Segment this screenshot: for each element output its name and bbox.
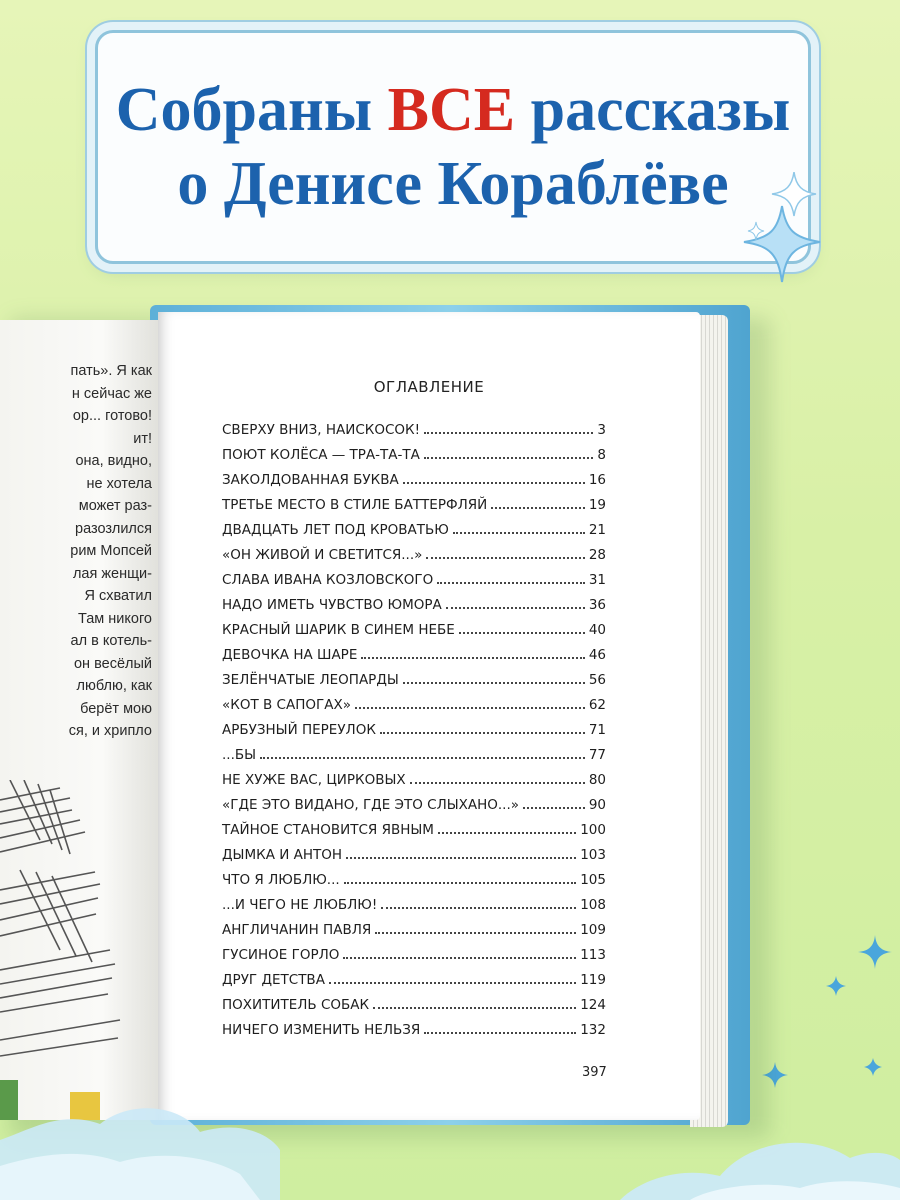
text-line: ал в котель- xyxy=(70,633,152,649)
toc-entry-title: ...И ЧЕГО НЕ ЛЮБЛЮ! xyxy=(222,897,378,913)
toc-entry-title: ДРУГ ДЕТСТВА xyxy=(222,972,325,988)
page-number: 397 xyxy=(582,1065,607,1080)
toc-leader-dots xyxy=(424,457,594,459)
toc-entry-title: СЛАВА ИВАНА КОЗЛОВСКОГО xyxy=(222,572,434,588)
toc-entry-page: 46 xyxy=(588,647,606,663)
toc-entry xyxy=(222,697,606,722)
text-line: не хотела xyxy=(86,475,152,492)
right-page xyxy=(158,312,700,1120)
toc-entry-page: 16 xyxy=(588,472,606,488)
toc-entry-title: «ОН ЖИВОЙ И СВЕТИТСЯ...» xyxy=(222,547,423,563)
toc-entry xyxy=(222,922,606,947)
sparkle-icon xyxy=(742,172,822,284)
text-line: н сейчас же xyxy=(71,385,152,402)
toc-leader-dots xyxy=(260,757,585,759)
toc-entry xyxy=(222,747,606,772)
toc-entry-page: 132 xyxy=(580,1022,606,1038)
toc-entry-title: АРБУЗНЫЙ ПЕРЕУЛОК xyxy=(222,722,376,738)
toc-entry xyxy=(222,1022,606,1047)
toc-entry xyxy=(222,972,606,997)
text-line: берёт мою xyxy=(80,700,152,717)
toc-entry-page: 119 xyxy=(580,972,606,988)
toc-entry xyxy=(222,672,606,697)
toc-leader-dots xyxy=(380,732,585,734)
toc-entry-page: 124 xyxy=(580,997,606,1013)
toc-entry-page: 105 xyxy=(580,872,606,888)
toc-entry-title: ЗЕЛЁНЧАТЫЕ ЛЕОПАРДЫ xyxy=(222,672,399,688)
toc-leader-dots xyxy=(424,1032,576,1034)
toc-leader-dots xyxy=(403,682,585,684)
toc-entry-title: НЕ ХУЖЕ ВАС, ЦИРКОВЫХ xyxy=(222,772,406,788)
toc-entry-page: 108 xyxy=(580,897,606,913)
title-banner xyxy=(95,30,811,264)
toc-leader-dots xyxy=(410,782,585,784)
toc-entry-page: 77 xyxy=(588,747,606,763)
table-of-contents xyxy=(222,422,606,1047)
toc-leader-dots xyxy=(373,1007,576,1009)
toc-entry xyxy=(222,597,606,622)
toc-entry-page: 31 xyxy=(588,572,606,588)
toc-leader-dots xyxy=(426,557,584,559)
banner-line-1 xyxy=(116,73,791,147)
toc-entry xyxy=(222,722,606,747)
toc-entry xyxy=(222,647,606,672)
toc-leader-dots xyxy=(438,832,576,834)
left-page xyxy=(0,320,170,1120)
toc-entry-page: 36 xyxy=(588,597,606,613)
toc-leader-dots xyxy=(523,807,585,809)
toc-entry-title: ...БЫ xyxy=(222,747,257,763)
text-line: может раз- xyxy=(78,498,152,514)
toc-entry xyxy=(222,447,606,472)
toc-entry xyxy=(222,422,606,447)
toc-leader-dots xyxy=(344,882,577,884)
text-line: ор... готово! xyxy=(72,408,152,424)
toc-entry xyxy=(222,997,606,1022)
text-line: пать». Я как xyxy=(70,363,152,379)
toc-entry xyxy=(222,472,606,497)
toc-leader-dots xyxy=(459,632,585,634)
sparkle-icon xyxy=(826,976,846,996)
toc-leader-dots xyxy=(453,532,585,534)
toc-entry-title: ТРЕТЬЕ МЕСТО В СТИЛЕ БАТТЕРФЛЯЙ xyxy=(222,497,488,513)
toc-leader-dots xyxy=(403,482,585,484)
banner-line-2: о Денисе Кораблёве xyxy=(177,150,729,218)
toc-entry-title: ТАЙНОЕ СТАНОВИТСЯ ЯВНЫМ xyxy=(222,822,434,838)
text-line: Там никого xyxy=(78,610,152,627)
toc-entry-page: 71 xyxy=(588,722,606,738)
sparkle-icon xyxy=(858,935,892,969)
toc-entry-page: 100 xyxy=(580,822,606,838)
text-line: разозлился xyxy=(75,520,152,537)
toc-title: ОГЛАВЛЕНИЕ xyxy=(373,378,485,396)
toc-entry-title: ПОЮТ КОЛЁСА — ТРА-ТА-ТА xyxy=(222,447,420,463)
toc-entry-title: СВЕРХУ ВНИЗ, НАИСКОСОК! xyxy=(222,422,421,438)
toc-entry-title: ДВАДЦАТЬ ЛЕТ ПОД КРОВАТЬЮ xyxy=(222,522,449,538)
toc-leader-dots xyxy=(491,507,585,509)
toc-entry-title: ДЕВОЧКА НА ШАРЕ xyxy=(222,647,358,663)
text-line: рим Мопсей xyxy=(70,543,152,559)
toc-entry xyxy=(222,522,606,547)
banner-accent-word: ВСЕ xyxy=(387,75,516,144)
text-line: ит! xyxy=(133,430,152,447)
toc-leader-dots xyxy=(346,857,576,859)
toc-leader-dots xyxy=(446,607,585,609)
toc-entry-title: ГУСИНОЕ ГОРЛО xyxy=(222,947,340,963)
toc-entry xyxy=(222,547,606,572)
sketch-illustration xyxy=(0,780,170,1120)
toc-leader-dots xyxy=(355,707,585,709)
toc-entry-title: ДЫМКА И АНТОН xyxy=(222,847,343,863)
toc-entry-page: 103 xyxy=(580,847,606,863)
toc-entry xyxy=(222,497,606,522)
toc-entry xyxy=(222,772,606,797)
toc-entry-page: 56 xyxy=(588,672,606,688)
toc-entry-page: 21 xyxy=(588,522,606,538)
toc-entry xyxy=(222,897,606,922)
toc-entry-title: «КОТ В САПОГАХ» xyxy=(222,697,351,713)
text-line: Я схватил xyxy=(84,588,152,604)
toc-entry xyxy=(222,847,606,872)
toc-entry-page: 62 xyxy=(588,697,606,713)
toc-entry xyxy=(222,572,606,597)
text-line: она, видно, xyxy=(75,453,152,469)
toc-entry-title: АНГЛИЧАНИН ПАВЛЯ xyxy=(222,922,372,938)
toc-leader-dots xyxy=(343,957,576,959)
toc-entry-page: 40 xyxy=(588,622,606,638)
toc-entry-title: КРАСНЫЙ ШАРИК В СИНЕМ НЕБЕ xyxy=(222,622,455,638)
text-line: он весёлый xyxy=(73,655,152,672)
toc-entry xyxy=(222,622,606,647)
toc-entry-title: ЗАКОЛДОВАННАЯ БУКВА xyxy=(222,472,399,488)
toc-entry-page: 8 xyxy=(597,447,606,463)
clouds-decoration xyxy=(0,1070,900,1200)
toc-entry-page: 109 xyxy=(580,922,606,938)
left-page-text xyxy=(22,360,152,743)
toc-leader-dots xyxy=(381,907,576,909)
toc-leader-dots xyxy=(375,932,576,934)
banner-word-sobrany: Собраны xyxy=(115,75,373,144)
toc-entry xyxy=(222,947,606,972)
toc-entry xyxy=(222,797,606,822)
toc-entry-page: 3 xyxy=(597,422,606,438)
toc-leader-dots xyxy=(437,582,585,584)
toc-entry-title: НАДО ИМЕТЬ ЧУВСТВО ЮМОРА xyxy=(222,597,442,613)
toc-entry-title: ЧТО Я ЛЮБЛЮ... xyxy=(222,872,340,888)
toc-entry-title: «ГДЕ ЭТО ВИДАНО, ГДЕ ЭТО СЛЫХАНО...» xyxy=(222,797,520,813)
toc-entry xyxy=(222,872,606,897)
toc-leader-dots xyxy=(329,982,576,984)
text-line: люблю, как xyxy=(76,678,152,694)
toc-entry xyxy=(222,822,606,847)
text-line: лая женщи- xyxy=(72,565,152,582)
toc-entry-page: 28 xyxy=(588,547,606,563)
toc-entry-title: ПОХИТИТЕЛЬ СОБАК xyxy=(222,997,370,1013)
toc-entry-title: НИЧЕГО ИЗМЕНИТЬ НЕЛЬЗЯ xyxy=(222,1022,421,1038)
toc-leader-dots xyxy=(424,432,593,434)
toc-entry-page: 19 xyxy=(588,497,606,513)
text-line: ся, и хрипло xyxy=(68,723,152,739)
toc-entry-page: 80 xyxy=(588,772,606,788)
toc-entry-page: 113 xyxy=(580,947,606,963)
toc-leader-dots xyxy=(361,657,584,659)
banner-word-rasskazy: рассказы xyxy=(530,75,791,144)
toc-entry-page: 90 xyxy=(588,797,606,813)
